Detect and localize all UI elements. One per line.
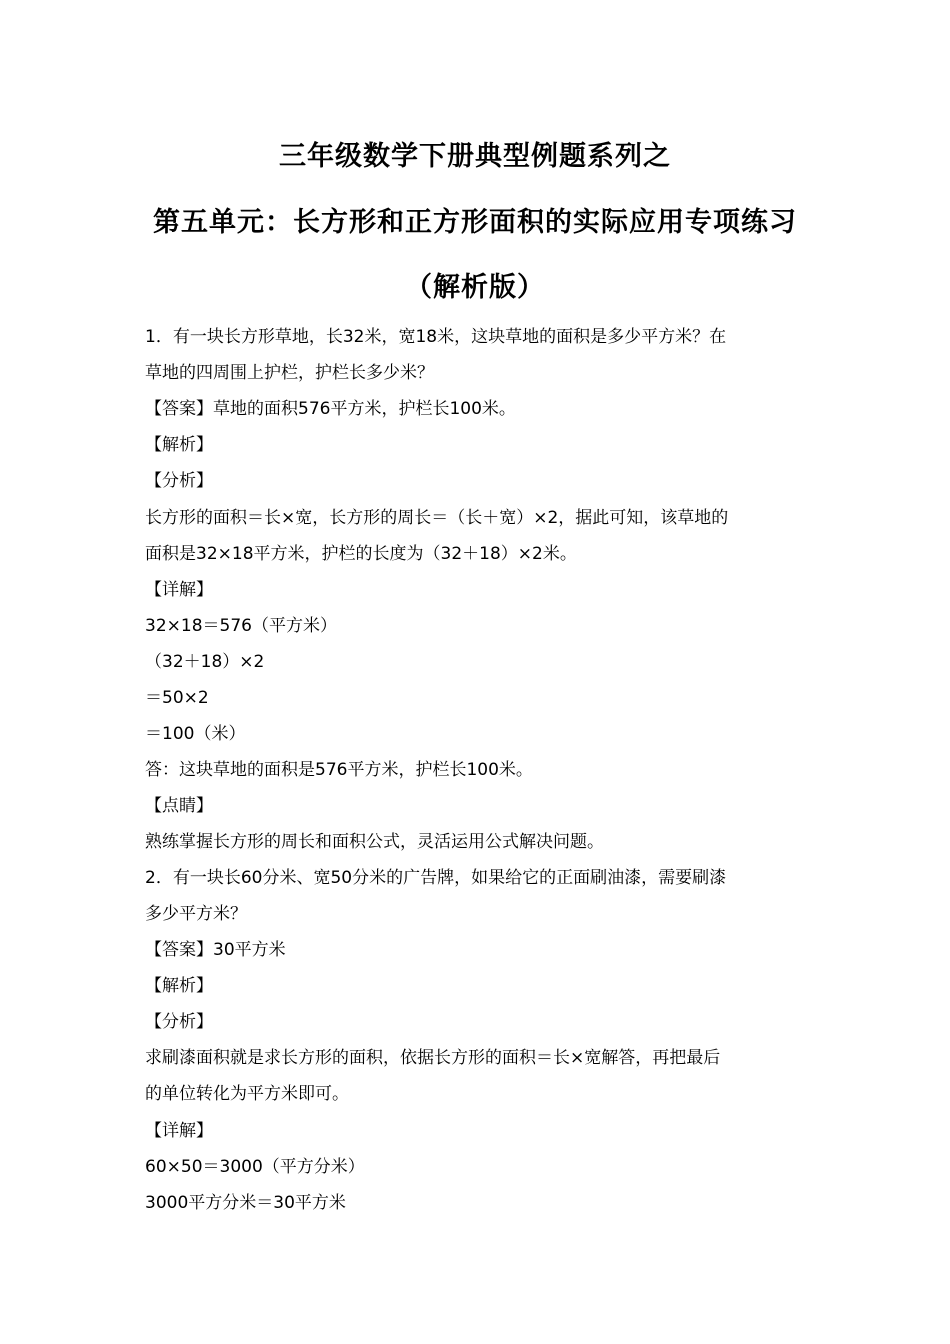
section-heading-analysis: 【解析】: [145, 435, 213, 455]
calc-line: 60×50＝3000（平方分米）: [145, 1157, 365, 1177]
calc-line: ＝100（米）: [145, 724, 246, 744]
reasoning-2-line-2: 的单位转化为平方米即可。: [145, 1084, 349, 1104]
section-heading-analysis: 【解析】: [145, 976, 213, 996]
question-1-line-2: 草地的四周围上护栏，护栏长多少米？: [145, 363, 434, 383]
reasoning-1-line-1: 长方形的面积＝长×宽，长方形的周长＝（长＋宽）×2，据此可知，该草地的: [145, 508, 729, 528]
answer-2: 【答案】30平方米: [145, 940, 286, 960]
reasoning-2-line-1: 求刷漆面积就是求长方形的面积，依据长方形的面积＝长×宽解答，再把最后: [145, 1048, 721, 1068]
final-answer-1: 答：这块草地的面积是576平方米，护栏长100米。: [145, 760, 533, 780]
calc-line: 32×18＝576（平方米）: [145, 616, 337, 636]
page-subtitle-note: （解析版）: [405, 272, 545, 303]
section-heading-reasoning: 【分析】: [145, 1012, 213, 1032]
section-heading-detail: 【详解】: [145, 580, 213, 600]
page-title: 三年级数学下册典型例题系列之: [279, 141, 671, 172]
section-heading-detail: 【详解】: [145, 1121, 213, 1141]
tip-1: 熟练掌握长方形的周长和面积公式，灵活运用公式解决问题。: [145, 832, 604, 852]
calc-line: 3000平方分米＝30平方米: [145, 1193, 346, 1213]
question-1-line-1: 1．有一块长方形草地，长32米，宽18米，这块草地的面积是多少平方米？在: [145, 327, 727, 347]
section-heading-reasoning: 【分析】: [145, 471, 213, 491]
section-heading-tip: 【点睛】: [145, 796, 213, 816]
calc-line: ＝50×2: [145, 688, 209, 708]
page-subtitle: 第五单元：长方形和正方形面积的实际应用专项练习: [153, 207, 797, 238]
question-2-line-1: 2．有一块长60分米、宽50分米的广告牌，如果给它的正面刷油漆，需要刷漆: [145, 868, 727, 888]
calc-line: （32＋18）×2: [145, 652, 265, 672]
question-2-line-2: 多少平方米？: [145, 904, 247, 924]
reasoning-1-line-2: 面积是32×18平方米，护栏的长度为（32＋18）×2米。: [145, 544, 577, 564]
answer-1: 【答案】草地的面积576平方米，护栏长100米。: [145, 399, 516, 419]
